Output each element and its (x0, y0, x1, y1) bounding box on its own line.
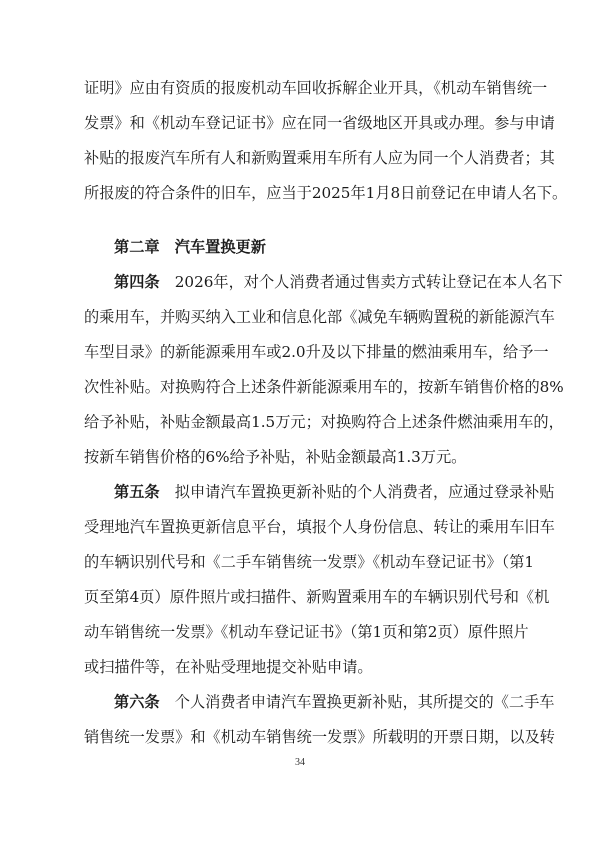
article4-line-6: 按新车销售价格的6%给予补贴，补贴金额最高1.3万元。 (84, 448, 467, 466)
article5-line-6: 或扫描件等，在补贴受理地提交补贴申请。 (84, 658, 373, 676)
intro-line-3: 补贴的报废汽车所有人和新购置乘用车所有人应为同一个人消费者；其 (84, 149, 555, 167)
article4-first-line (114, 266, 563, 298)
intro-line-4: 所报废的符合条件的旧车，应当于2025年1月8日前登记在申请人名下。 (84, 184, 568, 202)
article5-line-4: 页至第4页）原件照片或扫描件、新购置乘用车的车辆识别代号和《机 (84, 588, 550, 606)
article5-label: 第五条 (114, 483, 160, 501)
article6-line-2: 销售统一发票》和《机动车销售统一发票》所载明的开票日期，以及转 (84, 728, 555, 746)
page-number: 34 (295, 757, 305, 768)
article4-line-3: 车型目录》的新能源乘用车或2.0升及以下排量的燃油乘用车，给予一 (84, 343, 549, 361)
article5-line-3: 的车辆识别代号和《二手车销售统一发票》《机动车登记证书》（第1 (84, 553, 535, 571)
intro-line-2: 发票》和《机动车登记证书》应在同一省级地区开具或办理。参与申请 (84, 114, 555, 132)
article5-line-5: 动车销售统一发票》《机动车登记证书》（第1页和第2页）原件照片 (84, 623, 529, 641)
intro-line-1: 证明》应由有资质的报废机动车回收拆解企业开具，《机动车销售统一 (84, 79, 548, 97)
article4-line-2: 的乘用车，并购买纳入工业和信息化部《减免车辆购置税的新能源汽车 (84, 308, 555, 326)
article6-label: 第六条 (114, 693, 160, 711)
article5-line-2: 受理地汽车置换更新信息平台，填报个人身份信息、转让的乘用车旧车 (84, 518, 555, 536)
chapter-heading: 第二章 汽车置换更新 (114, 238, 266, 256)
article5-line-1: 拟申请汽车置换更新补贴的个人消费者，应通过登录补贴 (159, 483, 555, 501)
article6-line-1: 个人消费者申请汽车置换更新补贴，其所提交的《二手车 (159, 693, 555, 711)
article6-first-line (114, 686, 555, 718)
article5-first-line (114, 476, 555, 508)
article4-line-4: 次性补贴。对换购符合上述条件新能源乘用车的，按新车销售价格的8% (84, 378, 564, 396)
article4-line-1: 2026年，对个人消费者通过售卖方式转让登记在本人名下 (159, 273, 563, 291)
article4-label: 第四条 (114, 273, 160, 291)
article4-line-5: 给予补贴，补贴金额最高1.5万元；对换购符合上述条件燃油乘用车的， (84, 413, 564, 431)
